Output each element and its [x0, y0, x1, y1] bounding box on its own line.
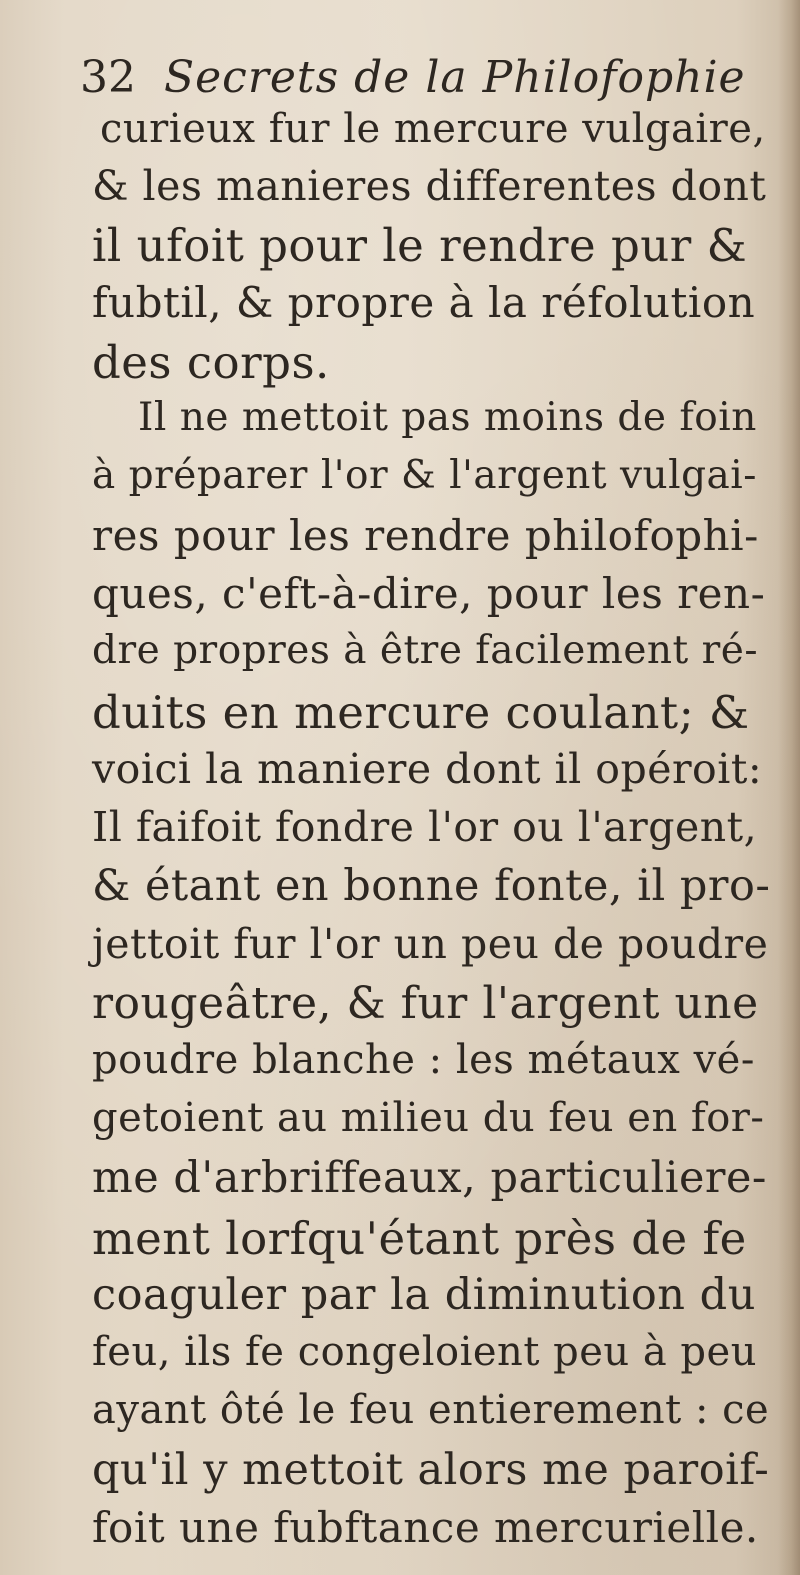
text-line: rougeâtre, & fur l'argent une [92, 978, 759, 1029]
text-line: res pour les rendre philofophi- [92, 511, 759, 560]
text-line: ment lorfqu'étant près de fe [92, 1212, 747, 1265]
text-line: il ufoit pour le rendre pur & [92, 219, 748, 272]
text-line: poudre blanche : les métaux vé- [92, 1037, 755, 1083]
text-line: coaguler par la diminution du [92, 1270, 756, 1320]
text-line: getoient au milieu du feu en for- [92, 1095, 765, 1141]
text-line: jettoit fur l'or un peu de poudre [92, 920, 769, 968]
page-number: 32 [80, 52, 136, 103]
text-line: & les manieres differentes dont [92, 162, 767, 210]
text-line: ayant ôté le feu entierement : ce [92, 1387, 770, 1433]
text-line: me d'arbriffeaux, particuliere- [92, 1153, 767, 1203]
text-line: ques, c'eft-à-dire, pour les ren- [92, 569, 766, 618]
text-line: dre propres à être facilement ré- [92, 628, 758, 673]
text-line: voici la maniere dont il opéroit: [92, 745, 763, 793]
page-header [80, 52, 746, 103]
text-line: duits en mercure coulant; & [92, 686, 750, 739]
text-line: & étant en bonne fonte, il pro- [92, 861, 771, 911]
text-line: à préparer l'or & l'argent vulgai- [92, 453, 757, 498]
text-line: Il faifoit fondre l'or ou l'argent, [92, 803, 758, 851]
text-line: qu'il y mettoit alors me paroif- [92, 1445, 770, 1495]
running-title: Secrets de la Philofophie [164, 52, 746, 103]
text-line: curieux fur le mercure vulgaire, [100, 106, 766, 152]
text-line: fubtil, & propre à la réfolution [92, 278, 756, 327]
text-line: Il ne mettoit pas moins de foin [138, 395, 757, 440]
page-edge-shadow [778, 0, 800, 1575]
text-line: des corps. [92, 336, 330, 389]
text-line: feu, ils fe congeloient peu à peu [92, 1329, 757, 1375]
text-line: foit une fubftance mercurielle. [92, 1503, 759, 1552]
